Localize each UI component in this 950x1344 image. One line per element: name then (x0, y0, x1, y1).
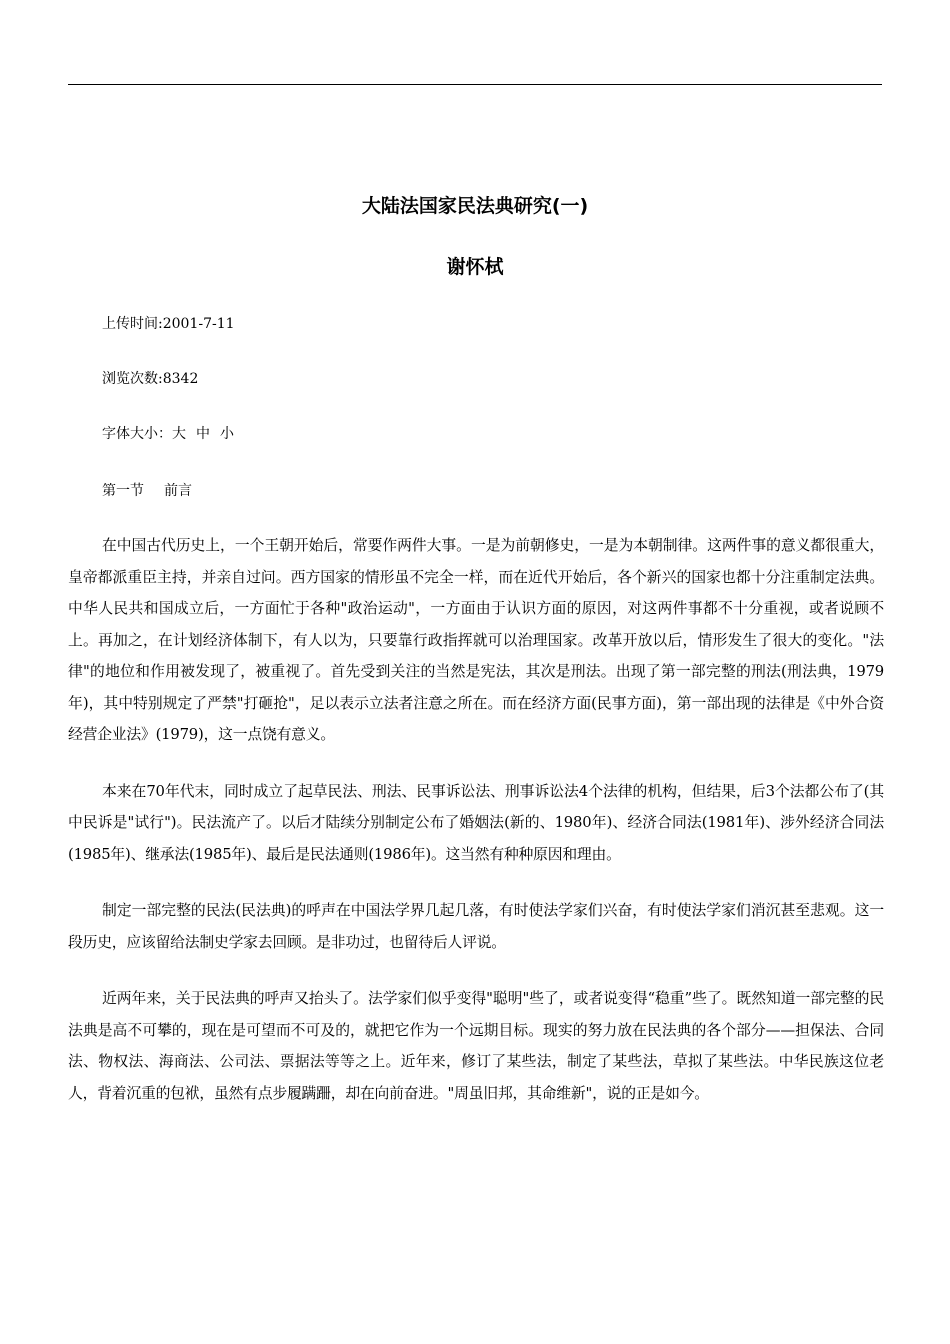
section-title: 前言 (164, 483, 192, 499)
upload-time (102, 314, 235, 334)
font-size-selector (102, 424, 234, 444)
article-author: 谢怀栻 (446, 256, 504, 278)
font-size-large[interactable]: 大 (172, 426, 186, 442)
upload-time-label: 上传时间: (102, 316, 163, 332)
article-title: 大陆法国家民法典研究(一) (361, 195, 589, 217)
section-heading (102, 481, 192, 501)
article-body (68, 530, 884, 1134)
view-count-value: 8342 (162, 371, 199, 387)
font-size-small[interactable]: 小 (220, 426, 234, 442)
section-number: 第一节 (102, 483, 144, 499)
view-count-label: 浏览次数: (102, 371, 163, 387)
view-count (102, 369, 198, 389)
header-rule (68, 84, 882, 85)
paragraph: 近两年来，关于民法典的呼声又抬头了。法学家们似乎变得"聪明"些了，或者说变得“稳重”些了。既然知道一部完整的民法典是高不可攀的，现在是可望而不可及的，就把它作为一个远期目标。现实的努力放在民法典的各个部分——担保法、合同法、物权法、海商法、公司法、票据法等等之上。近年来，修订了某些法，制定了某些法，草拟了某些法。中华民族这位老人，背着沉重的包袱，虽然有点步履蹒跚，却在向前奋进。"周虽旧邦，其命维新"，说的正是如今。 (68, 990, 884, 1102)
paragraph: 制定一部完整的民法(民法典)的呼声在中国法学界几起几落，有时使法学家们兴奋，有时使法学家们消沉甚至悲观。这一段历史，应该留给法制史学家去回顾。是非功过，也留待后人评说。 (68, 902, 884, 951)
font-size-medium[interactable]: 中 (196, 426, 210, 442)
paragraph: 在中国古代历史上，一个王朝开始后，常要作两件大事。一是为前朝修史，一是为本朝制律。这两件事的意义都很重大，皇帝都派重臣主持，并亲自过问。西方国家的情形虽不完全一样，而在近代开始后，各个新兴的国家也都十分注重制定法典。中华人民共和国成立后，一方面忙于各种"政治运动"，一方面由于认识方面的原因，对这两件事都不十分重视，或者说顾不上。再加之，在计划经济体制下，有人以为，只要靠行政指挥就可以治理国家。改革开放以后，情形发生了很大的变化。"法律"的地位和作用被发现了，被重视了。首先受到关注的当然是宪法，其次是刑法。出现了第一部完整的刑法(刑法典，1979年)，其中特别规定了严禁"打砸抢"，足以表示立法者注意之所在。而在经济方面(民事方面)，第一部出现的法律是《中外合资经营企业法》(1979)，这一点饶有意义。 (68, 537, 884, 743)
upload-time-value: 2001-7-11 (162, 316, 235, 332)
paragraph: 本来在70年代末，同时成立了起草民法、刑法、民事诉讼法、刑事诉讼法4个法律的机构，但结果，后3个法都公布了(其中民诉是"试行")。民法流产了。以后才陆续分别制定公布了婚姻法(新的、1980年)、经济合同法(1981年)、涉外经济合同法(1985年)、继承法(1985年)、最后是民法通则(1986年)。这当然有种种原因和理由。 (68, 782, 884, 863)
font-size-label: 字体大小： (102, 426, 172, 442)
